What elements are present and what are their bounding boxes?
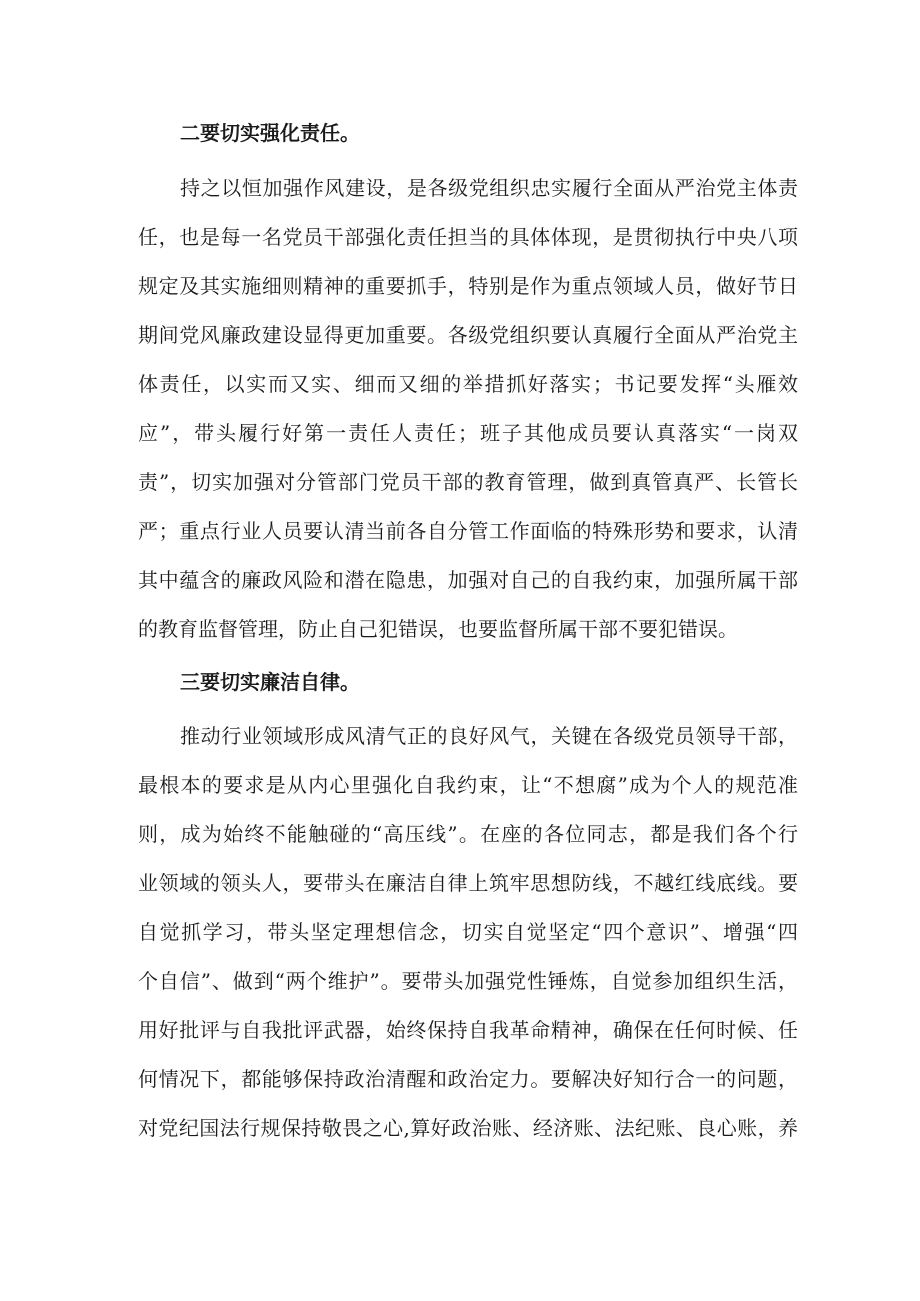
- paragraph-line: 的教育监督管理，防止自己犯错误，也要监督所属干部不要犯错误。: [138, 617, 738, 641]
- paragraph-line: 用好批评与自我批评武器，始终保持自我革命精神，确保在任何时候、任: [138, 1018, 798, 1042]
- paragraph-line: 责”，切实加强对分管部门党员干部的教育管理，做到真管真严、长管长: [138, 470, 798, 494]
- paragraph-line: 则，成为始终不能触碰的“高压线”。在座的各位同志，都是我们各个行: [138, 822, 798, 846]
- paragraph-line: 其中蕴含的廉政风险和潜在隐患，加强对自己的自我约束，加强所属干部: [138, 568, 798, 592]
- paragraph-line: 规定及其实施细则精神的重要抓手，特别是作为重点领域人员，做好节日: [138, 274, 798, 298]
- paragraph-line: 对党纪国法行规保持敬畏之心,算好政治账、经济账、法纪账、良心账，养: [138, 1116, 798, 1140]
- paragraph-line: 持之以恒加强作风建设，是各级党组织忠实履行全面从严治党主体责: [180, 176, 798, 200]
- paragraph-line: 推动行业领域形成风清气正的良好风气，关键在各级党员领导干部，: [180, 724, 798, 748]
- paragraph-line: 个自信”、做到“两个维护”。要带头加强党性锤炼，自觉参加组织生活，: [138, 969, 798, 993]
- paragraph-line: 应”，带头履行好第一责任人责任；班子其他成员要认真落实“一岗双: [138, 421, 798, 445]
- paragraph-line: 最根本的要求是从内心里强化自我约束，让“不想腐”成为个人的规范准: [138, 773, 798, 797]
- paragraph-line: 业领域的领头人，要带头在廉洁自律上筑牢思想防线，不越红线底线。要: [138, 871, 798, 895]
- paragraph-line: 体责任，以实而又实、细而又细的举措抓好落实；书记要发挥“头雁效: [138, 372, 798, 396]
- section-3-heading: 三要切实廉洁自律。: [180, 670, 360, 694]
- paragraph-line: 期间党风廉政建设显得更加重要。各级党组织要认真履行全面从严治党主: [138, 323, 798, 347]
- paragraph-line: 严；重点行业人员要认清当前各自分管工作面临的特殊形势和要求，认清: [138, 519, 798, 543]
- paragraph-line: 自觉抓学习，带头坚定理想信念，切实自觉坚定“四个意识”、增强“四: [138, 920, 798, 944]
- paragraph-line: 何情况下，都能够保持政治清醒和政治定力。要解决好知行合一的问题，: [138, 1067, 798, 1091]
- section-2-heading: 二要切实强化责任。: [180, 121, 360, 145]
- paragraph-line: 任，也是每一名党员干部强化责任担当的具体体现，是贯彻执行中央八项: [138, 225, 798, 249]
